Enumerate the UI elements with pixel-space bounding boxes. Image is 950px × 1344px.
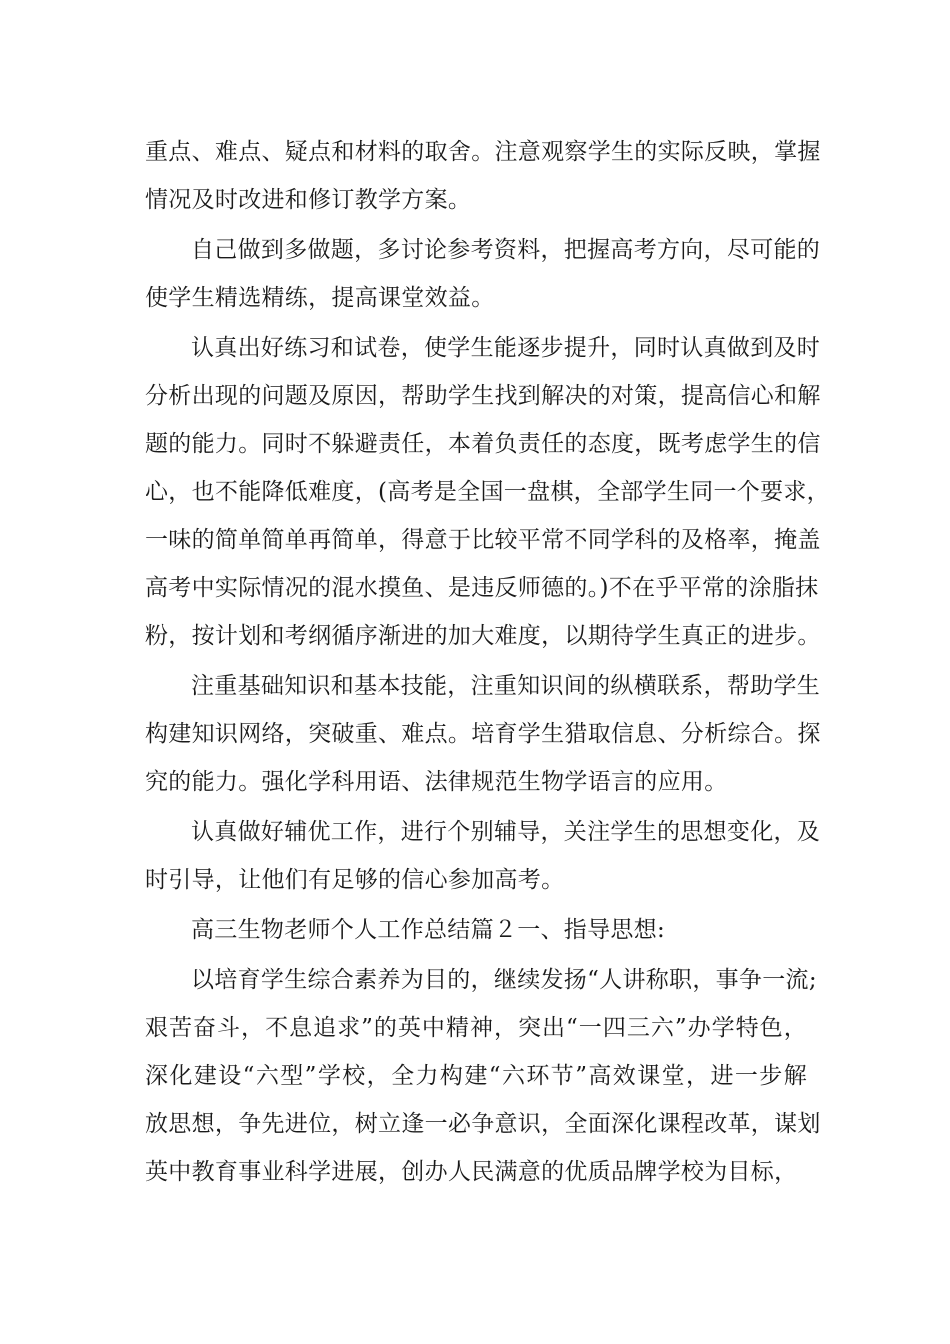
text-line: 放思想，争先进位，树立逢一必争意识，全面深化课程改革，谋划 xyxy=(145,1111,821,1137)
paragraph-6-heading xyxy=(145,906,807,954)
text-line: 使学生精选精练，提高课堂效益。 xyxy=(145,285,495,311)
text-line: 自己做到多做题，多讨论参考资料，把握高考方向，尽可能的 xyxy=(191,237,821,263)
paragraph-5 xyxy=(145,808,821,904)
text-line: 分析出现的问题及原因，帮助学生找到解决的对策，提高信心和解 xyxy=(145,383,821,409)
document-body xyxy=(145,128,830,1196)
text-line: 英中教育事业科学进展，创办人民满意的优质品牌学校为目标， xyxy=(145,1159,798,1185)
text-line: 深化建设“六型”学校，全力构建“六环节”高效课堂，进一步解 xyxy=(145,1063,807,1089)
text-line: 认真出好练习和试卷，使学生能逐步提升，同时认真做到及时 xyxy=(191,335,821,361)
text-line: 心，也不能降低难度，(高考是全国一盘棋，全部学生同一个要求， xyxy=(145,479,830,505)
text-line: 构建知识网络，突破重、难点。培育学生猎取信息、分析综合。探 xyxy=(145,721,821,747)
text-line: 题的能力。同时不躲避责任，本着负责任的态度，既考虑学生的信 xyxy=(145,431,821,457)
text-line: 情况及时改进和修订教学方案。 xyxy=(145,187,472,213)
text-line: 粉，按计划和考纲循序渐进的加大难度，以期待学生真正的进步。 xyxy=(145,623,821,649)
text-line: 一味的简单简单再简单，得意于比较平常不同学科的及格率，掩盖 xyxy=(145,527,821,553)
paragraph-4 xyxy=(145,662,821,806)
text-line: 注重基础知识和基本技能，注重知识间的纵横联系，帮助学生 xyxy=(191,673,821,699)
paragraph-7 xyxy=(145,956,821,1196)
text-line: 究的能力。强化学科用语、法律规范生物学语言的应用。 xyxy=(145,769,728,795)
text-line: 认真做好辅优工作，进行个别辅导，关注学生的思想变化，及 xyxy=(191,819,821,845)
text-line: 艰苦奋斗，不息追求”的英中精神，突出“一四三六”办学特色， xyxy=(145,1015,807,1041)
paragraph-1 xyxy=(145,128,821,224)
text-line: 时引导，让他们有足够的信心参加高考。 xyxy=(145,867,565,893)
paragraph-3 xyxy=(145,324,830,660)
text-line: 高考中实际情况的混水摸鱼、是违反师德的。)不在乎平常的涂脂抹 xyxy=(145,575,819,601)
section-heading: 高三生物老师个人工作总结篇２一、指导思想: xyxy=(191,917,666,943)
paragraph-2 xyxy=(145,226,821,322)
text-line: 以培育学生综合素养为目的，继续发扬“人讲称职，事争一流; xyxy=(191,967,817,993)
text-line: 重点、难点、疑点和材料的取舍。注意观察学生的实际反映，掌握 xyxy=(145,139,821,165)
